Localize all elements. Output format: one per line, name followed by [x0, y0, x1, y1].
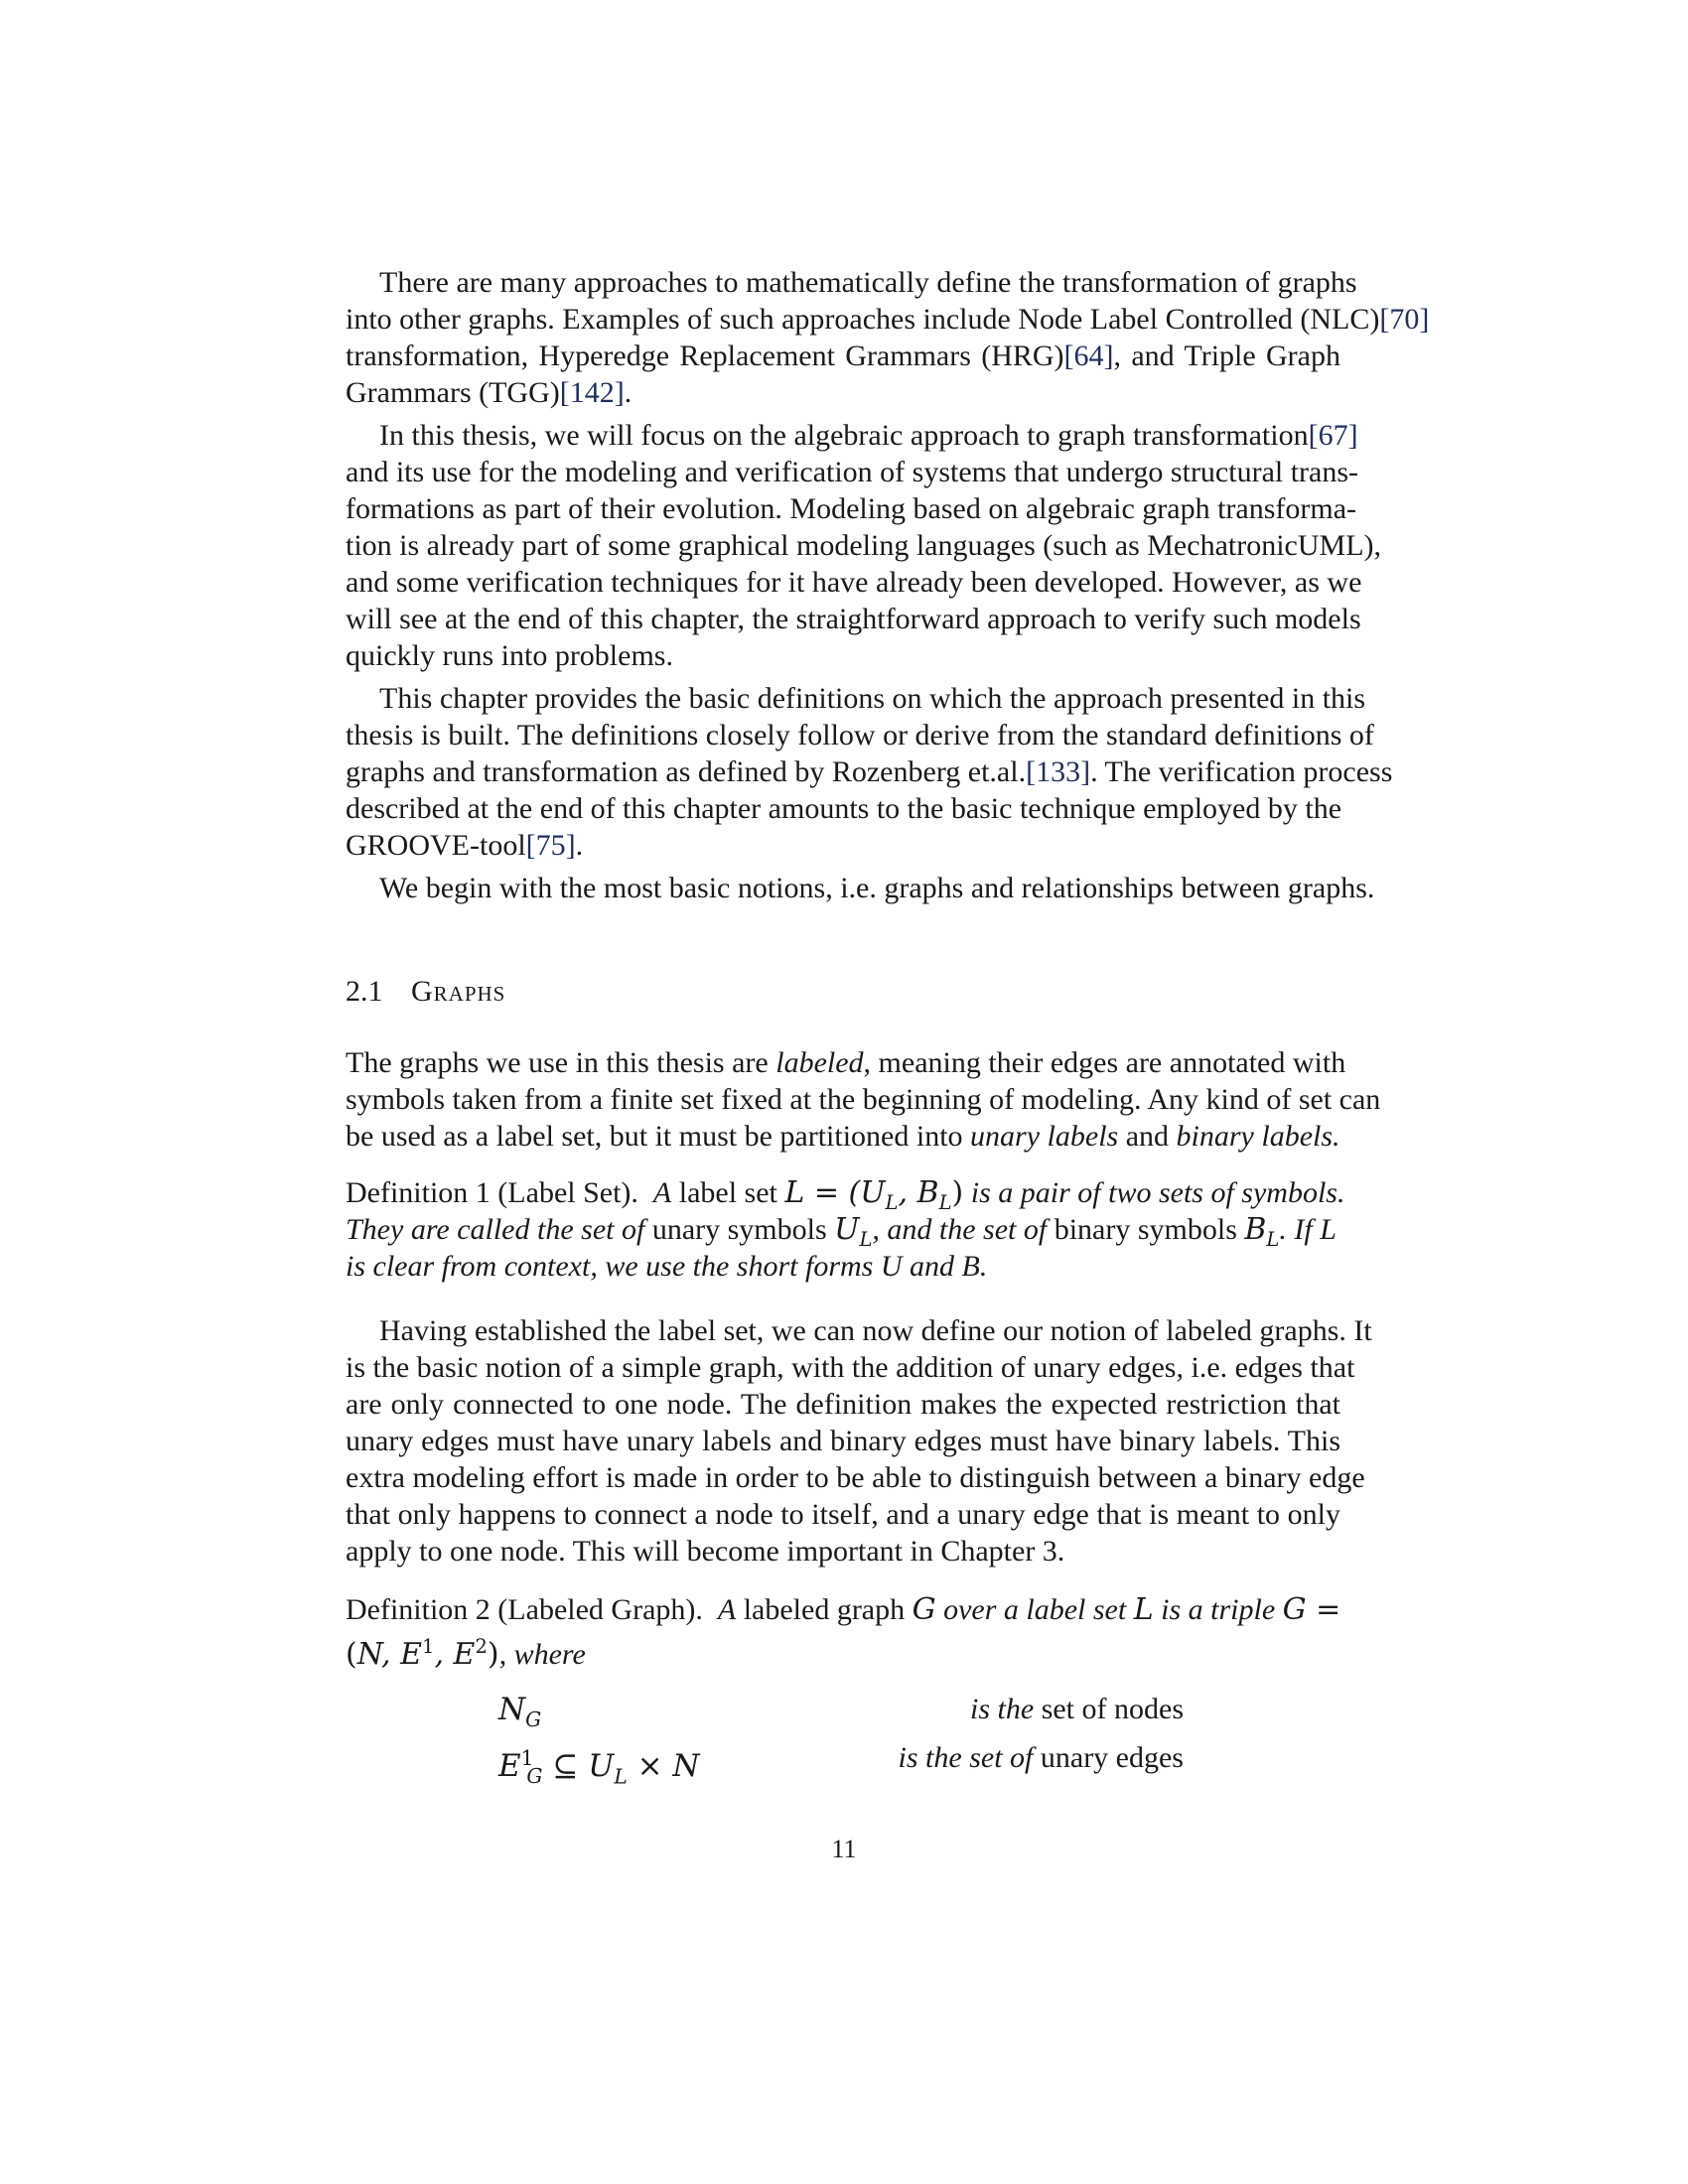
labeled-line-7: apply to one node. This will become important in Chapter 3. — [346, 1535, 1065, 1568]
def1-text: They are called the set of — [346, 1213, 645, 1246]
def1-term-unary-symbols: unary symbols — [644, 1213, 835, 1246]
section-title: Graphs — [411, 975, 506, 1008]
p3-line-5 — [346, 827, 1340, 864]
def1-line-1 — [346, 1174, 1345, 1214]
p1-text: Grammars (TGG) — [346, 376, 560, 409]
labeled-line-6: that only happens to connect a node to itself, and a unary edge that is meant to only — [346, 1498, 1340, 1531]
p3-text: . The verification process — [1090, 755, 1393, 788]
def2-text: , where — [498, 1638, 586, 1671]
p1-text: , and Triple Graph — [1113, 340, 1340, 372]
section-heading — [346, 973, 505, 1010]
p3-line-4: described at the end of this chapter amounts to the basic technique employed by the — [346, 792, 1342, 825]
def2-row-text: unary edges — [1033, 1741, 1184, 1774]
graphs-text: be used as a label set, but it must be partitioned into — [346, 1120, 971, 1153]
p3-text: graphs and transformation as defined by Rozenberg et.al. — [346, 755, 1027, 788]
p3-text: . — [575, 829, 584, 862]
def2-math-L: L — [1133, 1592, 1154, 1627]
labeled-line-2: is the basic notion of a simple graph, with the addition of unary edges, i.e. edges that — [346, 1351, 1355, 1384]
def2-text: over a label set — [935, 1593, 1134, 1626]
emphasis-binary-labels: binary labels — [1176, 1120, 1334, 1153]
p3-line-1: This chapter provides the basic definitions on which the approach presented in this — [379, 682, 1366, 715]
graphs-text: , meaning their edges are annotated with — [863, 1046, 1346, 1079]
citation-142[interactable]: [142] — [559, 376, 625, 409]
def2-text: A — [717, 1593, 737, 1626]
graphs-text: and — [1118, 1120, 1177, 1153]
def2-row-text: is the set of — [898, 1741, 1034, 1774]
p2-line-1 — [379, 417, 1358, 454]
graphs-line-2: symbols taken from a finite set fixed at the beginning of modeling. Any kind of set can — [346, 1083, 1381, 1116]
emphasis-unary-labels: unary labels — [970, 1120, 1119, 1153]
labeled-line-4: unary edges must have unary labels and binary edges must have binary labels. This — [346, 1425, 1340, 1457]
page-number: 11 — [831, 1835, 857, 1863]
def2-line-2 — [346, 1628, 1340, 1672]
emphasis-labeled: labeled — [775, 1046, 864, 1079]
def1-text: . If L — [1279, 1213, 1336, 1246]
p2-line-3: formations as part of their evolution. Modeling based on algebraic graph transforma- — [346, 492, 1357, 525]
p3-line-2: thesis is built. The definitions closely follow or derive from the standard definitions of — [346, 719, 1374, 751]
def2-math-G: G — [912, 1592, 936, 1627]
def1-term-binary-symbols: binary symbols — [1047, 1213, 1245, 1246]
graphs-line-1 — [346, 1044, 1346, 1081]
def1-math-UL: $U_L$ — [834, 1212, 873, 1251]
def2-row-nodes-formula: $N_G$ — [498, 1692, 542, 1732]
def2-row-text: set of nodes — [1034, 1693, 1184, 1725]
labeled-line-3: are only connected to one node. The definition makes the expected restriction that — [346, 1388, 1340, 1421]
def1-text: , and the set of — [872, 1213, 1048, 1246]
p3-text: GROOVE-tool — [346, 829, 526, 862]
graphs-line-3 — [346, 1118, 1340, 1155]
p1-text: into other graphs. Examples of such approaches include Node Label Controlled (NLC) — [346, 303, 1380, 336]
citation-67[interactable]: [67] — [1308, 419, 1358, 452]
p2-text: In this thesis, we will focus on the algebraic approach to graph transformation — [379, 419, 1309, 452]
p2-line-4: tion is already part of some graphical modeling languages (such as MechatronicUML), — [346, 529, 1382, 562]
p3-line-3 — [346, 753, 1393, 790]
def2-math-triple: (N, $E^1$, $E^2$) — [346, 1635, 499, 1672]
def1-label: Definition 1 (Label Set). — [346, 1176, 638, 1209]
p1-line-4 — [346, 374, 1340, 411]
def2-label: Definition 2 (Labeled Graph). — [346, 1593, 703, 1626]
p1-line-3 — [346, 338, 1340, 374]
graphs-text: The graphs we use in this thesis are — [346, 1046, 776, 1079]
p1-line-1: There are many approaches to mathematically define the transformation of graphs — [379, 266, 1357, 299]
p1-line-2 — [346, 301, 1430, 338]
def2-term-labeled-graph: labeled graph — [736, 1593, 913, 1626]
def1-formula-text: L = (U — [784, 1175, 886, 1210]
def2-row-nodes-desc — [970, 1690, 1184, 1729]
def2-math-triple-lhs: G = — [1282, 1592, 1341, 1627]
def1-math-BL: $B_L$ — [1244, 1212, 1280, 1251]
graphs-text: . — [1333, 1120, 1340, 1153]
p1-text: . — [624, 376, 633, 409]
labeled-line-5: extra modeling effort is made in order to be able to distinguish between a binary edge — [346, 1461, 1365, 1494]
def1-line-2 — [346, 1211, 1340, 1251]
section-number: 2.1 — [346, 975, 383, 1008]
def2-row-unary-desc — [899, 1738, 1184, 1778]
citation-75[interactable]: [75] — [525, 829, 576, 862]
citation-133[interactable]: [133] — [1026, 755, 1091, 788]
p2-line-2: and its use for the modeling and verification of systems that undergo structural trans- — [346, 456, 1359, 488]
p2-line-7: quickly runs into problems. — [346, 639, 673, 672]
def1-term-label-set: label set — [671, 1176, 785, 1209]
def1-line-3: is clear from context, we use the short forms U and B. — [346, 1250, 988, 1283]
def1-formula: $L = (U_L$, $B_L$) — [784, 1175, 964, 1214]
p1-text: transformation, Hyperedge Replacement Grammars (HRG) — [346, 340, 1064, 372]
def2-row-unary-formula: $E^1_G$ ⊆ $U_L \times N$ — [498, 1746, 700, 1789]
p2-line-5: and some verification techniques for it have already been developed. However, as we — [346, 566, 1362, 599]
def2-line-1 — [346, 1591, 1340, 1628]
def2-text: is a triple — [1153, 1593, 1283, 1626]
def2-row-text: is the — [970, 1693, 1035, 1725]
p2-line-6: will see at the end of this chapter, the straightforward approach to verify such models — [346, 603, 1361, 635]
def1-text: is a pair of two sets of symbols. — [963, 1176, 1345, 1209]
citation-64[interactable]: [64] — [1063, 340, 1114, 372]
labeled-line-1: Having established the label set, we can now define our notion of labeled graphs. It — [379, 1314, 1372, 1347]
p4-line-1: We begin with the most basic notions, i.e. graphs and relationships between graphs. — [379, 872, 1375, 904]
def1-text: A — [652, 1176, 672, 1209]
citation-70[interactable]: [70] — [1379, 303, 1430, 336]
